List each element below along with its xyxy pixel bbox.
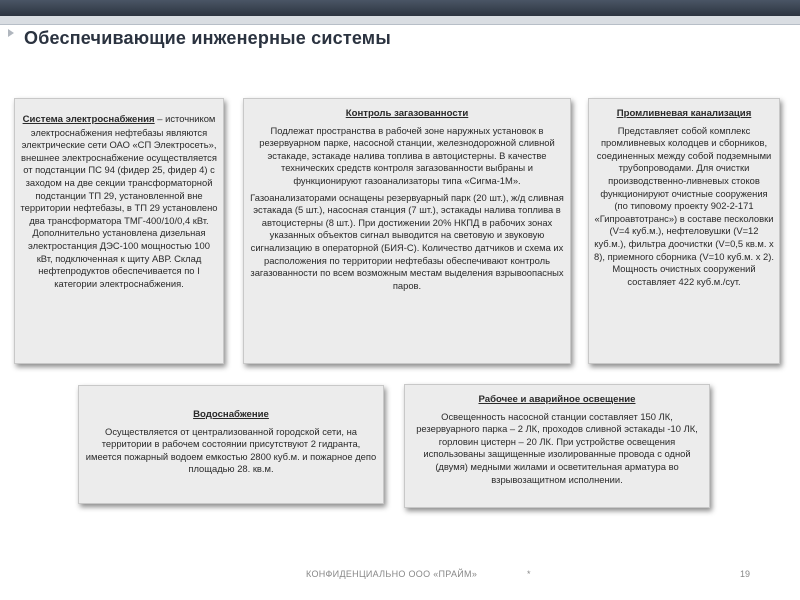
page-number: 19 [740, 569, 751, 579]
power-supply-text: – источником электроснабжения нефтебазы являются электрические сети ОАО «СП Электросеть», внешнее электроснабжение осуществляется от подстанции ПС 94 (фидер 25, фидер 4) с заходом на две секции трансформаторной подстанции ТП 29, установленной вне территории нефтебазы, в ТП 29 установлено два трансформатора ТМГ-400/10/0,4 кВт. Дополнительно установлена дизельная электростанция ДЭС-100 мощностью 100 кВт, подключенная к щиту АВР. Склад нефтепродуктов обеспечивается по I категории электроснабжения. [20, 113, 218, 289]
drainage-heading: Промливневая канализация [616, 108, 752, 119]
drainage-text: Представляет собой комплекс промливневых колодцев и сборников, соединенных между собой подземными трубопроводами. Для очистки производственно-ливневых стоков функционируют очистные сооружения (по типовому проекту 902-2-171 «Гипроавтотранс») в составе песколовки (V=4 куб.м.), нефтеловушки (V=12 куб.м.), фильтра доочистки (V=0,5 кв.м. х 8), приемного сборника (V=10 куб.м. х 2). Мощность очистных сооружений составляет 422 куб.м./сут. [594, 124, 774, 287]
slide-title: Обеспечивающие инженерные системы [24, 28, 391, 48]
power-supply-box [14, 98, 224, 364]
gas-control-box [243, 98, 571, 364]
drainage-box [588, 98, 780, 364]
water-supply-box [78, 385, 384, 504]
water-supply-text: Осуществляется от централизованной городской сети, на территории в рабочем состоянии присутствуют 2 гидранта, имеется пожарный водоем емкостью 2800 куб.м. и пожарное депо площадью 28. кв.м. [85, 425, 377, 475]
lighting-box [404, 384, 710, 508]
gas-control-paragraph-1: Подлежат пространства в рабочей зоне наружных установок в резервуарном парке, насосной станции, железнодорожной сливной эстакаде, эстакаде налива топлива в автоцистерны. В качестве технических средств контроля загазованности выбраны и функционируют газоанализаторы типа «Сигма-1М». [259, 124, 555, 186]
corner-triangle-icon [8, 29, 14, 37]
gas-control-paragraph-2: Газоанализаторами оснащены резервуарный парк (20 шт.), ж/д сливная эстакада (5 шт.), насосная станция (7 шт.), эстакады налива топлива в автоцистерны (8 шт.). При достижении 20% НКПД в рабочих зонах указанных объектов сигнал выводится на световую и звуковую сигнализацию в операторной (БИЯ-С). Количество датчиков и схема их расположения по территории нефтебазы обеспечивают контроль загазованности по всем возможным местам выделения взрывоопасных паров. [250, 191, 564, 291]
footer-star: * [527, 569, 531, 579]
footer-confidential: КОНФИДЕНЦИАЛЬНО ООО «ПРАЙМ» [306, 569, 478, 579]
top-header-bar [0, 0, 800, 16]
top-header-band [0, 16, 800, 25]
lighting-text: Освещенность насосной станции составляет 150 ЛК, резервуарного парка – 2 ЛК, проходов сливной эстакады -10 ЛК, горловин цистерн – 20 ЛК. При устройстве освещения использованы защищенные изолированные провода с одной (двумя) медными жилами и осветительная арматура во взрывозащитном исполнении. [416, 410, 698, 485]
water-supply-heading: Водоснабжение [193, 409, 269, 420]
gas-control-heading: Контроль загазованности [345, 108, 469, 119]
power-supply-heading: Система электроснабжения [22, 114, 155, 125]
lighting-heading: Рабочее и аварийное освещение [478, 394, 636, 405]
